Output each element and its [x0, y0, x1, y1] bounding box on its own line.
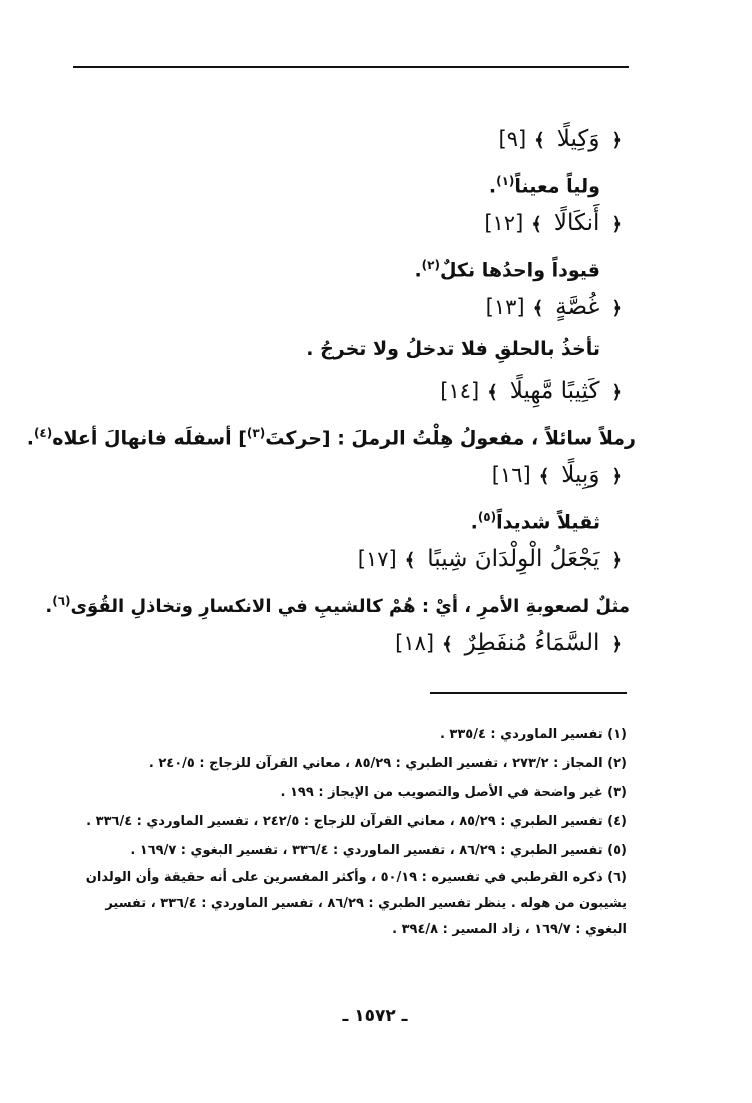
gloss-line	[106, 244, 626, 286]
footnote-ref: (٢)	[421, 258, 440, 272]
entry	[106, 202, 626, 286]
gloss-tail: .	[45, 596, 53, 617]
bracket-close: ﴾	[442, 634, 453, 655]
verse-number: [١٦]	[491, 463, 531, 487]
entry	[106, 286, 626, 370]
footnote-ref: (٣)	[246, 426, 266, 440]
footnote: (١) تفسير الماوردي : ٣٣٥/٤ .	[439, 727, 627, 742]
verse-line	[106, 370, 626, 412]
bracket-close: ﴾	[538, 466, 550, 487]
verse-line	[106, 202, 626, 244]
verse-word: غُصَّةٍ	[555, 294, 600, 320]
bracket-close: ﴾	[404, 550, 416, 571]
bracket-open: ﴿	[611, 634, 622, 655]
gloss-text: ثقيلاً شديداً	[496, 511, 600, 534]
verse-word: وَبِيلًا	[561, 462, 600, 488]
footnote-ref: (١)	[496, 174, 515, 188]
bracket-open: ﴿	[611, 130, 622, 151]
verse-line	[106, 286, 626, 328]
commentary-body	[26, 118, 636, 664]
verse-number: [١٢]	[484, 211, 524, 235]
gloss-text: ولياً معيناً	[514, 175, 600, 198]
entry	[106, 622, 626, 664]
footnote-ref: (٥)	[477, 510, 497, 524]
footnote: (٤) تفسير الطبري : ٨٥/٢٩ ، معاني القرآن للزجاج : ٢٤٢/٥ ، تفسير الماوردي : ٣٣٦/٤ .	[86, 814, 627, 829]
footnote: (٢) المجاز : ٢٧٣/٢ ، تفسير الطبري : ٨٥/٢٩ ، معاني القرآن للزجاج : ٢٤٠/٥ .	[148, 756, 627, 771]
gloss-tail: .	[414, 259, 422, 282]
gloss-tail: .	[26, 427, 34, 450]
page-number: ـ ١٥٧٢ ـ	[342, 1006, 408, 1026]
gloss-line	[45, 580, 630, 622]
footnote-ref: (٦)	[52, 594, 71, 608]
verse-line	[106, 622, 626, 664]
verse-number: [١٣]	[485, 295, 525, 319]
gloss-text: قيوداً واحدُها نكلٌ	[439, 259, 600, 282]
bracket-open: ﴿	[611, 214, 622, 235]
gloss-line	[106, 328, 626, 370]
gloss-tail: ] أسفلَه فانهالَ أعلاه	[52, 427, 247, 450]
gloss-line	[106, 496, 626, 538]
gloss-tail: .	[470, 511, 478, 534]
bracket-close: ﴾	[534, 130, 545, 151]
gloss-text: تأخذُ بالحلقِ فلا تدخلُ ولا تخرجُ .	[306, 338, 600, 360]
footnotes	[67, 720, 627, 943]
verse-line	[106, 538, 626, 580]
entry	[26, 370, 636, 454]
verse-word: يَجْعَلُ الْوِلْدَانَ شِيبًا	[427, 546, 600, 572]
footnote-ref: (٤)	[33, 426, 53, 440]
verse-line	[106, 118, 626, 160]
gloss-line	[26, 412, 636, 454]
top-rule	[73, 66, 629, 68]
entry	[106, 454, 626, 538]
gloss-text: مثلٌ لصعوبةِ الأمرِ ، أيْ : هُمْ كالشيبِ في الانكسارِ وتخاذلِ القُوَى	[70, 596, 630, 617]
gloss-tail: .	[488, 175, 497, 198]
gloss-text: رملاً سائلاً ، مفعولُ هِلْتُ الرملَ : [حركتَ	[265, 427, 636, 450]
bracket-open: ﴿	[611, 466, 622, 487]
verse-word: وَكِيلًا	[556, 126, 600, 152]
footnote: (٦) ذكره القرطبي في تفسيره : ٥٠/١٩ ، وأكثر المفسرين على أنه حقيقة وأن الولدان يشيبون من هوله . ينظر تفسير الطبري : ٨٦/٢٩ ، تفسير الماوردي : ٣٣٦/٤ ، تفسير البغوي : ١٦٩/٧ ، زاد المسير : ٣٩٤/٨ .	[85, 870, 627, 937]
verse-number: [١٤]	[440, 379, 480, 403]
verse-number: [١٨]	[395, 631, 435, 655]
bracket-close: ﴾	[487, 382, 498, 403]
bracket-close: ﴾	[532, 298, 544, 319]
verse-number: [١٧]	[357, 547, 397, 571]
verse-number: [٩]	[498, 127, 527, 151]
gloss-line	[106, 160, 626, 202]
verse-word: أَنكَالًا	[553, 210, 600, 236]
footnote: (٥) تفسير الطبري : ٨٦/٢٩ ، تفسير الماوردي : ٣٣٦/٤ ، تفسير البغوي : ١٦٩/٧ .	[130, 843, 627, 858]
bracket-open: ﴿	[611, 382, 622, 403]
verse-word: السَّمَاءُ مُنفَطِرٌ	[464, 630, 600, 656]
footnote-separator	[430, 692, 627, 694]
verse-word: كَثِيبًا مَّهِيلًا	[509, 378, 600, 404]
entry	[106, 118, 626, 202]
bracket-open: ﴿	[611, 298, 622, 319]
verse-line	[106, 454, 626, 496]
entry	[45, 538, 630, 622]
bracket-open: ﴿	[611, 550, 622, 571]
bracket-close: ﴾	[531, 214, 542, 235]
footnote: (٣) غير واضحة في الأصل والتصويب من الإيجاز : ١٩٩ .	[280, 785, 627, 800]
